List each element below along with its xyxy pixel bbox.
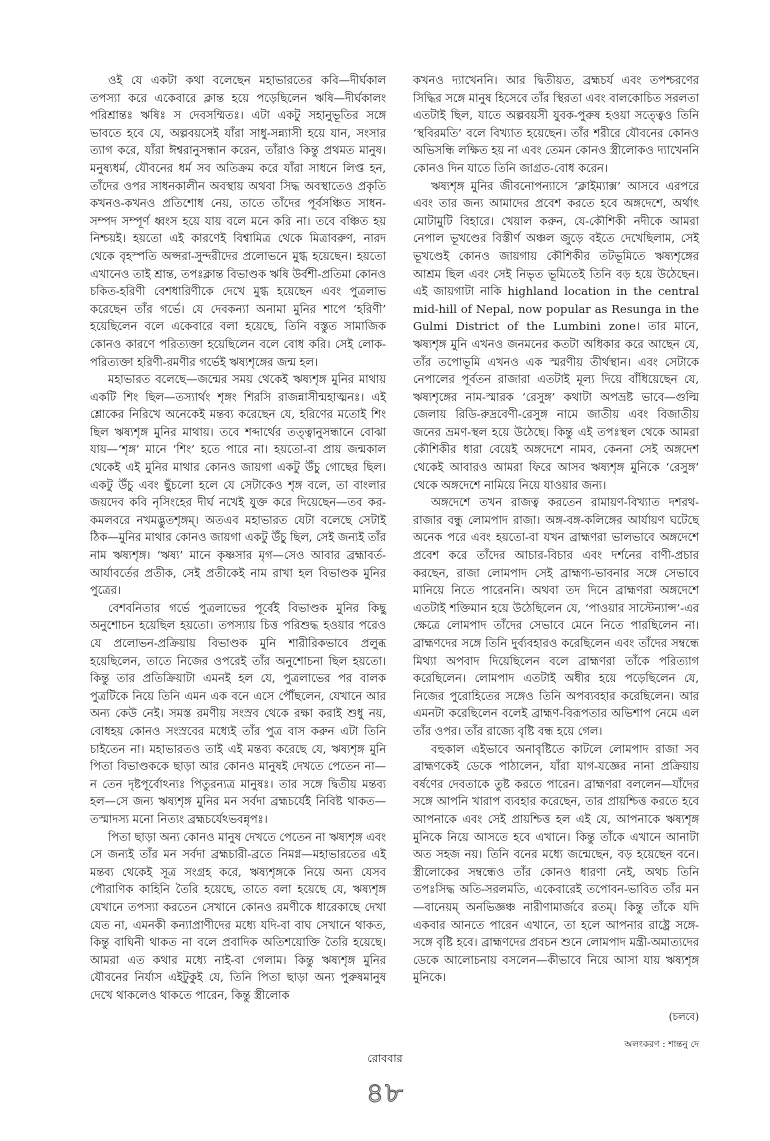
paragraph: বহুকাল এইভাবে অনাবৃষ্টিতে কাটলে লোমপাদ রাজা সব ব্রাহ্মণকেই ডেকে পাঠালেন, যাঁরা যাগ-যজ্ঞের নানা প্রক্রিয়ায় বর্ষণের দেবতাকে তুষ্ট করতে পারেন। ব্রাহ্মণরা বললেন—যাঁদের সঙ্গে আপনি খারাপ ব্যবহার করেছেন, তার প্রায়শ্চিত্ত করতে হবে আপনাকে এবং সেই প্রায়শ্চিত্ত হল এই যে, আপনাকে ঋষ্যশৃঙ্গ মুনিকে নিয়ে আসতে হবে এখানে। কিন্তু তাঁকে এখানে আনাটা অত সহজ নয়। তিনি বনের মধ্যে জন্মেছেন, বড় হয়েছেন বনে। স্ত্রীলোকের সম্বন্ধেও তাঁর কোনও ধারণা নেই, অথচ তিনি তপঃসিদ্ধ অতি-সরলমতি, একেবারেই তপোবন-ভাবিত তাঁর মন—বানেয়ম্ অনভিজ্ঞঞ্চ নারীণামার্জবে রতম্। কিন্তু তাঁকে যদি একবার আনতে পারেন এখানে, তা হলে আপনার রাষ্ট্রে সঙ্গে-সঙ্গে বৃষ্টি হবে। ব্রাহ্মণদের প্রবচন শুনে লোমপাদ মন্ত্রী-অমাত্যদের ডেকে আলোচনায় বসলেন—কীভাবে নিয়ে আসা যায় ঋষ্যশৃঙ্গ মুনিকে। [413,741,699,985]
article-closing [413,1010,699,1052]
to-be-continued: (চলবে) [668,1012,699,1023]
paragraph: বেশবনিতার গর্ভে পুত্রলাভের পূর্বেই বিভাণ্ডক মুনির কিছু অনুশোচন হয়েছিল হয়তো। তপস্যায় চিত্ত পরিশুদ্ধ হওয়ার পরেও যে প্রলোভন-প্রক্রিয়ায় বিভাণ্ডক মুনি শারীরিকভাবে প্রলুব্ধ হয়েছিলেন, তাতে নিজের ওপরেই তাঁর অনুশোচনা ছিল হয়তো। কিন্তু তার প্রতিক্রিয়াটা এমনই হল যে, পুত্রলাভের পর বালক পুত্রটিকে নিয়ে তিনি এমন এক বনে এসে পৌঁছলেন, যেখানে আর অন্য কেউ নেই। সমস্ত রমণীয় সংস্রব থেকে রক্ষা করাই শুধু নয়, বোধহয় কোনও সংস্রবের মধ্যেই তাঁর পুত্র বাস করুন এটা তিনি চাইতেন না। মহাভারতও তাই এই মন্তব্য করেছে যে, ঋষ্যশৃঙ্গ মুনি পিতা বিভাণ্ডককে ছাড়া আর কোনও মানুষই দেখতে পেতেন না—ন তেন দৃষ্টপূর্বোঽন্যঃ পিতুরন্যত্র মানুষঃ। তার সঙ্গে দ্বিতীয় মন্তব্য হল—সে জন্য ঋষ্যশৃঙ্গ মুনির মন সর্বদা ব্রহ্মচর্যেই নিবিষ্ট থাকত—তস্মাদস্য মনো নিত্যং ব্রহ্মচর্যেঽভবন্নৃপঃ। [90,600,386,826]
paragraph: ঋষ্যশৃঙ্গ মুনির জীবনোপন্যাসে ‘ক্লাইম্যাক্স’ আসবে এরপরে এবং তার জন্য আমাদের প্রবেশ করতে হবে অঙ্গদেশে, অর্থাৎ মোটামুটি বিহারে। খেয়াল করুন, যে-কৌশিকী নদীকে আমরা নেপাল ভূখণ্ডের বিস্তীর্ণ অঞ্চল জুড়ে বইতে দেখেছিলাম, সেই ভূখণ্ডেই কোনও জায়গায় কৌশিকীর তটভূমিতে ঋষ্যশৃঙ্গের আশ্রম ছিল এবং সেই নিভৃত ভূমিতেই তিনি বড় হয়ে উঠেছেন। এই জায়গাটা নাকি highland location in the central mid-hill of Nepal, now popular as Resunga in the Gulmi District of the Lumbini zone। তার মানে, ঋষ্যশৃঙ্গ মুনি এখনও জনমনের কতটা অধিকার করে আছেন যে, তাঁর তপোভূমি এখনও এক স্মরণীয় তীর্থস্থান। এবং সেটাকে নেপালের পূর্বতন রাজারা এতটাই মূল্য দিয়ে বাঁধিয়েছেন যে, ঋষ্যশৃঙ্গের নাম-স্মারক ‘রেসুঙ্গ’ কথাটা অপভ্রষ্ট ভাবে—গুল্মি জেলায় রিডি-রুদ্রবেণী-রেসুঙ্গ নামে জাতীয় এবং বিজাতীয় জনের ভ্রমণ-স্থল হয়ে উঠেছে। কিন্তু এই তপঃস্থল থেকে আমরা কৌশিকীর ধারা বেয়েই অঙ্গদেশে নামব, কেননা সেই অঙ্গদেশ থেকেই আবারও আমরা ফিরে আসব ঋষ্যশৃঙ্গ মুনিকে ‘রেসুঙ্গ’ থেকে অঙ্গদেশে নামিয়ে নিয়ে যাওয়ার জন্য। [413,178,699,492]
page-footer [0,1050,770,1118]
paragraph: কখনও দ্যাখেননি। আর দ্বিতীয়ত, ব্রহ্মচর্য এবং তপশ্চরণের সিদ্ধির সঙ্গে মানুষ হিসেবে তাঁর স্থিরতা এবং বালকোচিত সরলতা এতটাই ছিল, যাতে অল্পবয়সী যুবক-পুরুষ হওয়া সত্ত্বেও তিনি ‘স্থবিরমতি’ বলে বিখ্যাত হয়েছেন। তাঁর শরীরে যৌবনের কোনও অভিসন্ধি লক্ষিত হয় না এবং তেমন কোনও স্ত্রীলোকও দ্যাখেননি কোনও দিন যাতে তিনি জাগ্রত-বোধ করেন। [413,73,699,175]
magazine-name: রোববার [367,1052,403,1065]
page-number: ৪৮ [365,1076,405,1109]
illustration-credit: অলংকরণ : শান্তনু দে [624,1040,699,1050]
paragraph: পিতা ছাড়া অন্য কোনও মানুষ দেখতে পেতেন না ঋষ্যশৃঙ্গ এবং সে জন্যই তাঁর মন সর্বদা ব্রহ্মচারী-ব্রতে নিমগ্ন—মহাভারতের এই মন্তব্য থেকেই সূত্র সংগ্রহ করে, ঋষ্যশৃঙ্গকে নিয়ে অন্য যেসব পৌরাণিক কাহিনি তৈরি হয়েছে, তাতে বলা হয়েছে যে, ঋষ্যশৃঙ্গ যেখানে তপস্যা করতেন সেখানে কোনও রমণীকে ধারেকাছে দেখা যেত না, এমনকী কন্যাপ্রাণীদের মধ্যে যদি-বা বাঘ সেখানে থাকত, কিন্তু বাঘিনী থাকত না বলে প্রবাদিক অতিশয়োক্তি তৈরি হয়েছে। আমরা এত কথার মধ্যে নাই-বা গেলাম। কিন্তু ঋষ্যশৃঙ্গ মুনির যৌবনের নির্যাস এইটুকুই যে, তিনি পিতা ছাড়া অন্য পুরুষমানুষ দেখে থাকলেও থাকতে পারেন, কিন্তু স্ত্রীলোক [90,829,386,1002]
paragraph: ওই যে একটা কথা বলেছেন মহাভারতের কবি—দীর্ঘকাল তপস্যা করে একেবারে ক্লান্ত হয়ে পড়েছিলেন ঋষি—দীর্ঘকালং পরিশ্রান্তঃ ঋষিঃ স দেবসম্মিতঃ। এটা একটু সহানুভূতির সঙ্গে ভাবতে হবে যে, অল্পবয়সেই যাঁরা সাধু-সন্ন্যাসী হয়ে যান, সংসার ত্যাগ করে, যাঁরা ঈশ্বরানুসন্ধান করেন, তাঁরাও কিন্তু প্রথমত মানুষ। মনুষ্যধর্ম, যৌবনের ধর্ম সব অতিক্রম করে যাঁরা সাধনে লিপ্ত হন, তাঁদের ওপর সাধনকালীন অবস্থায় অথবা সিদ্ধ অবস্থাতেও প্রকৃতি কখনও-কখনও প্রতিশোধ নেয়, তাতে তাঁদের পূর্বসঞ্চিত সাধন-সম্পদ সম্পূর্ণ ধ্বংস হয়ে যায় বলে মনে করি না। তবে বঞ্চিত হয় নিশ্চয়ই। হয়তো এই কারণেই বিশ্বামিত্র থেকে মিত্রাবরুণ, নারদ থেকে বৃহস্পতি অপ্সরা-সুন্দরীদের প্রলোভনে মুগ্ধ হয়েছেন। হয়তো এখানেও তাই শ্রান্ত, তপঃক্লান্ত বিভাণ্ডক ঋষি উর্বশী-প্রতিমা কোনও চকিত-হরিণী বেশধারিণীকে দেখে মুগ্ধ হয়েছেন এবং পুত্রলাভ করেছেন তাঁর গর্ভে। যে দেবকন্যা অনামা মুনির শাপে ‘হরিণী’ হয়েছিলেন বলে একেবারে বলা হয়েছে, তিনি বস্তুত সামাজিক কোনও কারণে পরিত্যক্তা হয়েছিলেন বলে বোধ করি। সেই লোক-পরিত্যক্তা হরিণী-রমণীর গর্ভেই ঋষ্যশৃঙ্গের জন্ম হল। [90,73,386,369]
paragraph: মহাভারত বলেছে—জন্মের সময় থেকেই ঋষ্যশৃঙ্গ মুনির মাথায় একটি শিং ছিল—তস্যার্থং শৃঙ্গং শিরসি রাজন্নাসীন্মহাত্মনঃ। এই শ্লোকের নিরিখে অনেকেই মন্তব্য করেছেন যে, হরিণের মতোই শিং ছিল ঋষ্যশৃঙ্গ মুনির মাথায়। তবে শব্দার্থের তত্ত্বানুসন্ধানে বোঝা যায়—‘শৃঙ্গ’ মানে ‘শিং’ হতে পারে না। হয়তো-বা প্রায় জন্মকাল থেকেই এই মুনির মাথার কোনও জায়গা একটু উঁচু গোছের ছিল। একটু উঁচু এবং ছুঁচলো হলে যে সেটাকেও শৃঙ্গ বলে, তা বাংলার জয়দেব কবি নৃসিংহের দীর্ঘ নখেই যুক্ত করে দিয়েছেন—তব কর-কমলবরে নখমদ্ভুতশৃঙ্গম্। অতএব মহাভারত যেটা বলেছে সেটাই ঠিক—মুনির মাথার কোনও জায়গা একটু উঁচু ছিল, সেই জন্যই তাঁর নাম ঋষ্যশৃঙ্গ। ‘ঋষ্য’ মানে কৃষ্ণসার মৃগ—সেও আবার ব্রহ্মাবর্ত-আর্যাবর্তের প্রতীক, সেই প্রতীকেই নাম রাখা হল বিভাণ্ডক মুনির পুত্রের। [90,372,386,598]
article-column-right [413,72,699,987]
article-column-left [90,72,386,1004]
paragraph: অঙ্গদেশে তখন রাজত্ব করতেন রামায়ণ-বিখ্যাত দশরথ-রাজার বন্ধু লোমপাদ রাজা। অঙ্গ-বঙ্গ-কলিঙ্গের আর্যায়ণ ঘটেছে অনেক পরে এবং হয়তো-বা যখন ব্রাহ্মণরা ভালভাবে অঙ্গদেশে প্রবেশ করে তাঁদের আচার-বিচার এবং দর্শনের বাণী-প্রচার করছেন, রাজা লোমপাদ সেই ব্রাহ্মণ্য-ভাবনার সঙ্গে সেভাবে মানিয়ে নিতে পারেননি। অথবা তদ দিনে ব্রাহ্মণরা অঙ্গদেশে এতটাই শক্তিমান হয়ে উঠেছিলেন যে, ‘পাওয়ার সাস্টেন্যান্স’-এর ক্ষেত্রে লোমপাদ তাঁদের সেভাবে মেনে নিতে পারছিলেন না। ব্রাহ্মণদের সঙ্গে তিনি দুর্ব্যবহারও করেছিলেন এবং তাঁদের সম্বন্ধে মিথ্যা অপবাদ দিয়েছিলেন বলে ব্রাহ্মণরা তাঁকে পরিত্যাগ করেছিলেন। লোমপাদ এতটাই অধীর হয়ে পড়েছিলেন যে, নিজের পুরোহিতের সঙ্গেও তিনি অপব্যবহার করেছিলেন। আর এমনটা করেছিলেন বলেই ব্রাহ্মণ-বিরূপতার অভিশাপ নেমে এল তাঁর ওপর। তাঁর রাজ্যে বৃষ্টি বন্ধ হয়ে গেল। [413,495,699,738]
